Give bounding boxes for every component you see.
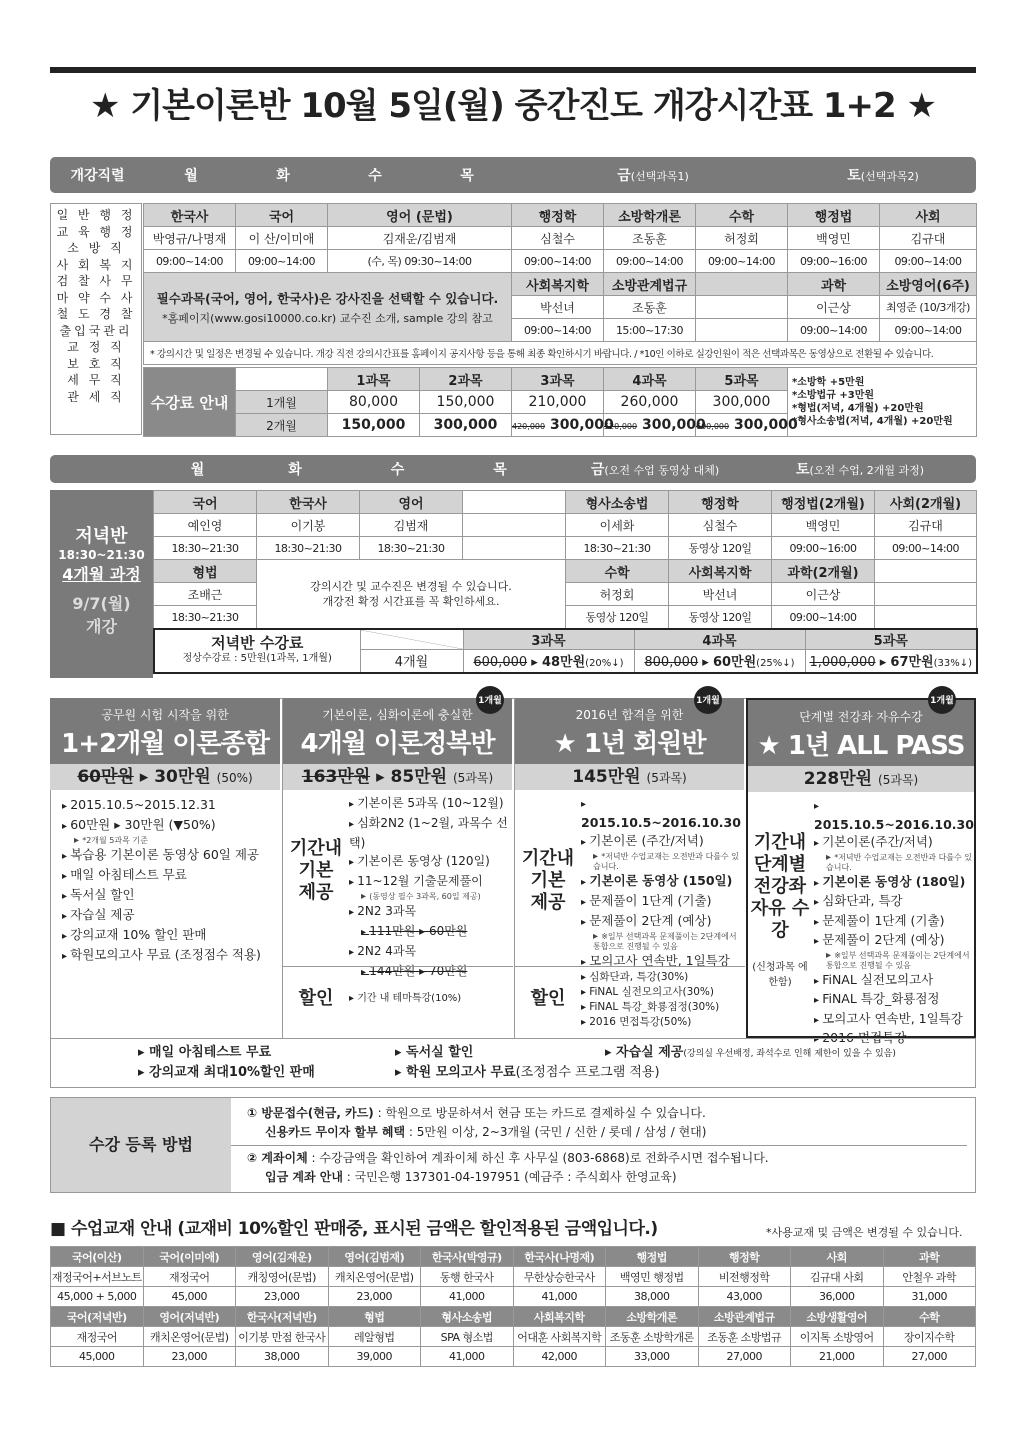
books-note: *사용교재 및 금액은 변경될 수 있습니다. [766, 1226, 963, 1239]
s1-header-bar: 개강직렬 월 화 수 목 금(선택과목1) 토(선택과목2) [50, 157, 976, 193]
s2-schedule-table: 국어 한국사 영어 형사소송법 행정학 행정법(2개월) 사회(2개월) 예인영 이기봉 김범재 이세화 심철수 백영민 김규대 18:30~21:30 18:30~21:30 18:30~21:30 18:30~21:30 동영상 120일 09:00~16:00 09:00~14:00 형법 강의시간 및 교수진은 변경될 수 있습니다. 개강전 확정 시간표를 꼭 확인하세요. 수학 사회복지학 과학(2개월) 조배근 허정회 박선녀 이근상 18:30~21:30 동영상 120일 동영상 120일 09:00~14:00 [153, 490, 977, 629]
badge-1month: 1개월 [694, 686, 722, 714]
s1-notice: * 강의시간 및 일정은 변경될 수 있습니다. 개강 직전 강의시간표를 홈페이지 공지사항 등을 통해 최종 확인하시기 바랍니다. / *10인 이하로 실강인원이 적은 선택과목은 동영상으로 전환될 수 있습니다. [144, 342, 977, 365]
s2-fee-table: 저녁반 수강료 정상수강료 : 5만원(1과목, 1개월) 3과목 4과목 5과목 4개월 600,000 ▸ 48만원(20%↓) 800,000 ▸ 60만원(25%↓) 1,000,000 ▸ 67만원(33%↓) [153, 628, 978, 674]
package-2: 기본이론, 심화이론에 충실한 4개월 이론정복반 163만원 ▸ 85만원 (5과목) 기간내 기본 제공 ▸ 기본이론 5과목 (10~12월) ▸ 심화2N2 (1~2월, 과목수 선택) ▸ 기본이론 동영상 (120일) ▸ 11~12월 기출문제풀이 ▸ (동영상 필수 3과목, 60일 제공) ▸ 2N2 3과목 ▸ 111만원 ▸ 60만원 ▸ 2N2 4과목 ▸ 144만원 ▸ 70만원 할인 ▸ 기간 내 테마특강(10%) [282, 698, 512, 1038]
package-1: 공무원 시험 시작을 위한 1+2개월 이론종합 60만원 ▸ 30만원 (50%) ▸ 2015.10.5~2015.12.31 ▸ 60만원 ▸ 30만원 (▼50%) ▸ *2개월 5과목 기준 ▸ 복습용 기본이론 동영상 60일 제공 ▸ 매일 아침테스트 무료 ▸ 독서실 할인 ▸ 자습실 제공 ▸ 강의교재 10% 할인 판매 ▸ 학원모의고사 무료 (조정점수 적용) [50, 698, 280, 1038]
required-subject-note: 필수과목(국어, 영어, 한국사)은 강사진을 선택할 수 있습니다. *홈페이지(www.gosi10000.co.kr) 교수진 소개, sample 강의 참고 [144, 273, 512, 342]
registration-box: 수강 등록 방법 ① 방문접수(현금, 카드) : 학원으로 방문하셔서 현금 또는 카드로 결제하실 수 있습니다. 신용카드 무이자 할부 혜택 : 5만원 이상, 2~3개월 (국민 / 신한 / 롯데 / 삼성 / 현대) ② 계좌이체 : 수강금액을 확인하여 계좌이체 하신 후 사무실 (803-6868)로 전화주시면 접수됩니다. 입금 계좌 안내 : 국민은행 137301-04-197951 (예금주 : 주식회사 한영교육) [50, 1097, 976, 1193]
fee-extra-note: *소방학 +5만원 *소방법규 +3만원 *형법(저녁, 4개월) +20만원 *형사소송법(저녁, 4개월) +20만원 [788, 368, 977, 437]
package-4: 단계별 전강좌 자유수강 ★ 1년 ALL PASS 228만원 (5과목) 기간내 단계별 전강좌 자유 수강 (신청과목 에 한함) ▸ 2015.10.5~2016.10.30 ▸ 기본이론(주간/저녁) ▸ *저녁반 수업교재는 오전반과 다를수 있습니다. ▸ 기본이론 동영상 (180일) ▸ 심화단과, 특강 ▸ 문제풀이 1단계 (기출) ▸ 문제풀이 2단계 (예상) ▸ ※일부 선택과목 문제풀이는 2단계에서 통합으로 진행될 수 있음 ▸ FiNAL 실전모의고사 ▸ FiNAL 특강_화룡점정 ▸ 모의고사 연속반, 1일특강 ▸ 2016 면접특강 [746, 698, 976, 1038]
page-title: ★ 기본이론반 10월 5일(월) 중간진도 개강시간표 1+2 ★ [89, 86, 937, 126]
top-rule [50, 67, 976, 73]
package-3: 2016년 합격을 위한 ★ 1년 회원반 145만원 (5과목) 기간내 기본 제공 ▸ 2015.10.5~2016.10.30 ▸ 기본이론 (주간/저녁) ▸ *저녁반 수업교재는 오전반과 다를수 있습니다. ▸ 기본이론 동영상 (150일) ▸ 문제풀이 1단계 (기출) ▸ 문제풀이 2단계 (예상) ▸ ※일부 선택과목 문제풀이는 2단계에서 통합으로 진행될 수 있음 ▸ 모의고사 연속반, 1일특강 할인 ▸ 심화단과, 특강(30%) ▸ FiNAL 실전모의고사(30%) ▸ FiNAL 특강_화룡점정(30%) ▸ 2016 면접특강(50%) [514, 698, 744, 1038]
s1-job-list: 일 반 행 정 교 육 행 정 소 방 직 사 회 복 지 검 찰 사 무 마 약 수 사 철 도 경 찰 출입국관리 교 정 직 보 호 직 세 무 직 관 세 직 [50, 203, 142, 435]
s2-change-note: 강의시간 및 교수진은 변경될 수 있습니다. 개강전 확정 시간표를 꼭 확인하세요. [257, 560, 566, 629]
books-title: ■ 수업교재 안내 (교재비 10%할인 판매중, 표시된 금액은 할인적용된 금액입니다.) [50, 1219, 658, 1239]
evening-side-panel: 저녁반 18:30~21:30 4개월 과정 9/7(월) 개강 [50, 490, 153, 678]
s1-schedule-table: 한국사 국어 영어 (문법) 행정학 소방학개론 수학 행정법 사회 박영규/나명재 이 산/이미애 김재운/김범재 심철수 조동훈 허정회 백영민 김규대 09:00~14:00 09:00~14:00 (수, 목) 09:30~14:00 09:00~14:00 09:00~14:00 09:00~14:00 09:00~16:00 09:00~14:00 필수과목(국어, 영어, 한국사)은 강사진을 선택할 수 있습니다. *홈페이지(www.gosi10000.co.kr) 교수진 소개, sample 강의 참고 사회복지학 소방관계법규 과학 소방영어(6주) 박선녀 조동훈 이근상 최영준 (10/3개강) 09:00~14:00 15:00~17:30 09:00~14:00 09:00~14:00 * 강의시간 및 일정은 변경될 수 있습니다. 개강 직전 강의시간표를 홈페이지 공지사항 등을 통해 최종 확인하시기 바랍니다. / *10인 이하로 실강인원이 적은 선택과목은 동영상으로 전환될 수 있습니다. [143, 203, 977, 365]
books-table: 국어(이산) 국어(이미애) 영어(김재운) 영어(김범재) 한국사(박영규) 한국사(나명재) 행정법 행정학 사회 과학 재정국어+서브노트 재정국어 캐칭영어(문법) 캐치온영어(문법) 동행 한국사 무한상승한국사 백영민 행정법 비전행정학 김규대 사회 안철우 과학 45,000 + 5,000 45,000 23,000 23,000 41,000 41,000 38,000 43,000 36,000 31,000 국어(저녁반) 영어(저녁반) 한국사(저녁반) 형법 형사소송법 사회복지학 소방학개론 소방관계법규 소방생활영어 수학 재정국어 캐치온영어(문법) 이기봉 만점 한국사 레알형법 SPA 형소법 어대훈 사회복지학 조동훈 소방학개론 조동훈 소방법규 이지톡 소방영어 장이지수학 45,000 23,000 38,000 39,000 41,000 42,000 33,000 27,000 21,000 27,000 [50, 1246, 976, 1367]
badge-1month: 1개월 [476, 686, 504, 714]
common-benefits: ▸ 매일 아침테스트 무료 ▸ 독서실 할인 ▸ 자습실 제공(강의실 우선배정, 좌석수로 인해 제한이 있을 수 있음) ▸ 강의교재 최대10%할인 판매 ▸ 학원 모의고사 무료(조정점수 프로그램 적용) [50, 1038, 976, 1088]
s1-fee-table: 수강료 안내 1과목 2과목 3과목 4과목 5과목 *소방학 +5만원 *소방법규 +3만원 *형법(저녁, 4개월) +20만원 *형사소송법(저녁, 4개월) +20만원 1개월 80,000 150,000 210,000 260,000 300,000 2개월 150,000 300,000 420,000 300,000 520,000 300,000 600,000 300,000 [143, 367, 977, 437]
badge-1month: 1개월 [928, 686, 956, 714]
s2-header-bar: 월 화 수 목 금(오전 수업 동영상 대체) 토(오전 수업, 2개월 과정) [50, 455, 976, 483]
